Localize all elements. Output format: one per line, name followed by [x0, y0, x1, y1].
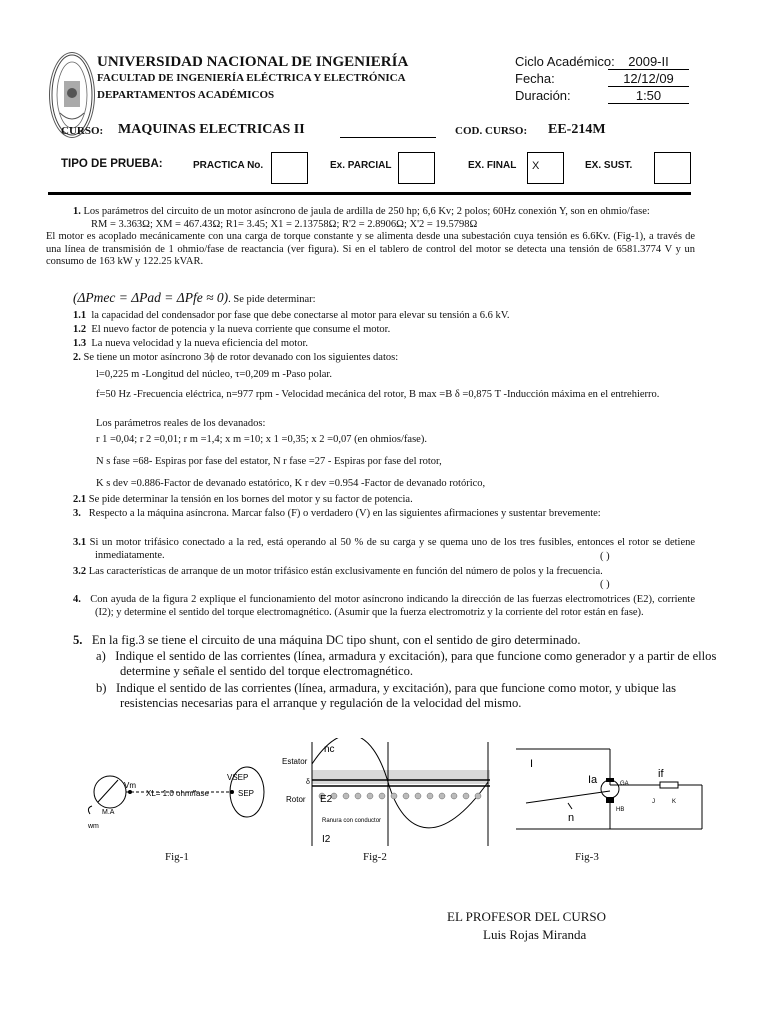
p5-b: b) Indique el sentido de las corrientes (línea, armadura, y excitación), para que funcione como motor, y ubique las resistencias necesarias para el arranque y regulación de la velocidad del mismo.: [96, 681, 677, 710]
q-3-2: 3.2 Las características de arranque de un motor trifásico están exclusivamente en función del número de polos y la frecuencia.: [73, 566, 603, 577]
duration-label: Duración:: [515, 88, 571, 103]
fig3-ga-label: GA: [620, 781, 629, 787]
fig3-ia-label: Ia: [588, 774, 598, 786]
fig3-rotation-line: [526, 791, 610, 803]
p1-num: 1.: [73, 206, 81, 217]
p1-params: RM = 3.363Ω; XM = 467.43Ω; R1= 3.45; X1 = 2.13758Ω; R'2 = 2.8906Ω; X'2 = 19.5798Ω: [91, 218, 478, 230]
course-name: MAQUINAS ELECTRICAS II: [118, 122, 305, 137]
p2-line-6: K s dev =0.886-Factor de devanado estatórico, K r dev =0.954 -Factor de devanado rotórico,: [96, 478, 486, 489]
final-mark: X: [532, 160, 540, 172]
fig3-k-label: K: [672, 799, 677, 805]
course-underline: [340, 137, 436, 138]
p5-a: a) Indique el sentido de las corrientes (línea, armadura y excitación), para que funcione como generador y a partir de ellos determine y señale el sentido del torque electromagnético.: [96, 649, 717, 678]
fig3-if-label: if: [658, 768, 664, 780]
p2-line-1: l=0,225 m -Longitud del núcleo, τ=0,209 m -Paso polar.: [96, 369, 332, 380]
fig1-xl-label: XL= 1.0 ohm/fase: [146, 789, 209, 798]
university-name: UNIVERSIDAD NACIONAL DE INGENIERÍA: [97, 54, 409, 70]
fig2-delta-label: δ: [306, 779, 310, 786]
cycle-label: Ciclo Académico:: [515, 54, 615, 69]
fig3-n-label: n: [568, 812, 575, 824]
fig2-i2-label: I2: [322, 834, 331, 845]
exam-type-label: TIPO DE PRUEBA:: [61, 158, 163, 170]
fig2-slots: [319, 793, 481, 799]
cycle-value: 2009-II: [608, 54, 689, 70]
fig1-motor-circle: [94, 776, 126, 808]
p2-line-5: N s fase =68- Espiras por fase del estator, N r fase =27 - Espiras por fase del rotor,: [96, 456, 442, 467]
q-1-1: 1.1 la capacidad del condensador por fase que debe conectarse al motor para elevar su tensión a 6.6 kV.: [73, 310, 510, 321]
faculty-name: FACULTAD DE INGENIERÍA ELÉCTRICA Y ELECTRÓNICA: [97, 72, 406, 84]
fig2-stator-bar: [312, 770, 490, 784]
fig1-vm-label: Vm: [124, 781, 136, 790]
code-label: COD. CURSO:: [455, 125, 528, 137]
fig3-j-label: J: [652, 799, 655, 805]
parcial-label: Ex. PARCIAL: [330, 160, 392, 171]
fig1-wm-label: wm: [88, 823, 99, 830]
header-rule: [48, 192, 691, 195]
signature-title: EL PROFESOR DEL CURSO: [447, 909, 607, 924]
date-value: 12/12/09: [608, 71, 689, 87]
fig3-caption: Fig-3: [575, 851, 599, 863]
sust-label: EX. SUST.: [585, 160, 633, 171]
practica-label: PRACTICA No.: [193, 160, 264, 171]
signature-name: Luis Rojas Miranda: [483, 927, 587, 942]
p2-line-2: f=50 Hz -Frecuencia eléctrica, n=977 rpm - Velocidad mecánica del rotor, B max =B δ =0,875 T -Inducción máxima en el entrehierro.: [96, 389, 660, 400]
fig1-sep-label: SEP: [238, 789, 255, 798]
fig2-rotor-label: Rotor: [286, 795, 306, 804]
p1-text: Los parámetros del circuito de un motor asíncrono de jaula de ardilla de 250 hp; 6,6 Kv; 2 polos; 60Hz conexión Y, son en ohmio/fase:: [83, 206, 650, 217]
fig2-caption: Fig-2: [363, 851, 387, 863]
fig1-rotation-arrow: [88, 806, 92, 814]
fig1-ma-label: M.A: [102, 809, 115, 816]
p1-ask: . Se pide determinar:: [228, 294, 316, 305]
parcial-box[interactable]: [398, 152, 435, 184]
q-3-1: 3.1 Si un motor trifásico conectado a la red, está operando al 50 % de su carga y se quema uno de los tres fusibles, entonces el rotor se detiene inmediatamente.: [73, 537, 696, 561]
q-3-2-answer[interactable]: ( ): [600, 579, 610, 590]
fig3-hb-label: HB: [616, 807, 625, 813]
course-label: CURSO:: [61, 125, 104, 137]
duration-value: 1:50: [608, 88, 689, 104]
fig3-field-coil: [660, 782, 678, 788]
final-label: EX. FINAL: [468, 160, 517, 171]
fig1-caption: Fig-1: [165, 851, 189, 863]
figure-2: [282, 738, 494, 848]
problem-2: 2. Se tiene un motor asíncrono 3ϕ de rotor devanado con los siguientes datos:: [73, 352, 399, 363]
q-1-2: 1.2 El nuevo factor de potencia y la nueva corriente que consume el motor.: [73, 324, 391, 335]
problem-3: 3. Respecto a la máquina asíncrona. Marcar falso (F) o verdadero (V) en las siguientes afirmaciones y sustentar brevemente:: [73, 508, 601, 519]
problem-4: 4. Con ayuda de la figura 2 explique el funcionamiento del motor asíncrono indicando la dirección de las fuerzas electromotrices (E2), corriente (I2); y determine el sentido del torque electromagnético. (Asumir que la fuerza electromotriz y la corriente del rotor están en fase).: [73, 594, 696, 618]
p1-formula: (ΔPmec = ΔPad = ΔPfe ≈ 0): [73, 290, 229, 305]
fig2-estator-label: Estator: [282, 757, 308, 766]
fig1-motor-arrow: [98, 780, 118, 802]
p1-desc: El motor es acoplado mecánicamente con una carga de torque constante y se alimenta desde una subestación cuya tensión es 6.6Kv. (Fig-1), a través de una línea de transmisión de 1 ohmio/fase de reactancia (ver figura). Si en el tablero de control del motor se detecta una tensión de 6581.3774 V y un consumo de 163 kW y 122.25 kVAR.: [46, 231, 695, 268]
date-label: Fecha:: [515, 71, 555, 86]
p2-line-3: Los parámetros reales de los devanados:: [96, 418, 266, 429]
q-2-1: 2.1 Se pide determinar la tensión en los bornes del motor y su factor de potencia.: [73, 494, 413, 505]
problem-1: [46, 206, 695, 269]
sust-box[interactable]: [654, 152, 691, 184]
fig2-ranura-label: Ranura con conductor: [322, 818, 382, 824]
fig1-vsep-label: VSEP: [227, 773, 249, 782]
figure-1: [82, 740, 292, 840]
practica-box[interactable]: [271, 152, 308, 184]
problem-5: 5. En la fig.3 se tiene el circuito de una máquina DC tipo shunt, con el sentido de giro determinado.: [73, 633, 581, 647]
fig2-e2-label: E2: [320, 794, 333, 805]
q-1-3: 1.3 La nueva velocidad y la nueva eficiencia del motor.: [73, 338, 308, 349]
q-3-1-answer[interactable]: ( ): [600, 551, 610, 562]
fig2-nc-label: nc: [324, 744, 335, 755]
p2-line-4: r 1 =0,04; r 2 =0,01; r m =1,4; x m =10; x 1 =0,35; x 2 =0,07 (en ohmios/fase).: [96, 434, 427, 445]
figure-3: [512, 745, 712, 845]
course-code: EE-214M: [548, 122, 606, 137]
p1-formula-line: [73, 289, 316, 307]
final-box[interactable]: [527, 152, 564, 184]
department-name: DEPARTAMENTOS ACADÉMICOS: [97, 89, 275, 101]
fig3-i-label: I: [530, 758, 534, 770]
